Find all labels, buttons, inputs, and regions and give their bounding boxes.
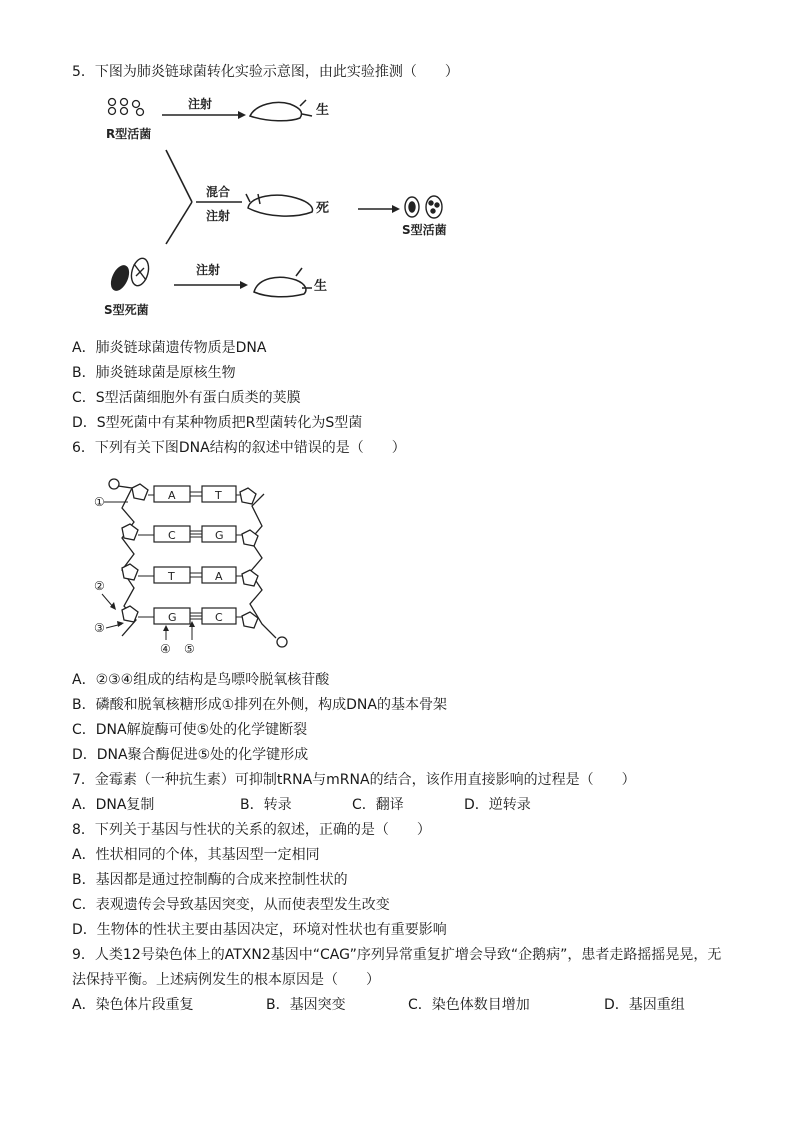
q7-option-c: C．翻译 [352,797,404,813]
q6-option-a: A．②③④组成的结构是鸟嘌呤脱氧核苷酸 [72,672,330,688]
q8-option-a: A．性状相同的个体，其基因型一定相同 [72,847,320,863]
base-label: C [215,611,223,624]
q5-option-c: C．S型活菌细胞外有蛋白质类的荚膜 [72,390,301,406]
s-dead-bacteria-icon [108,256,151,292]
q6-option-c: C．DNA解旋酶可使⑤处的化学键断裂 [72,722,308,738]
marker-5: ⑤ [184,642,195,656]
q6-option-b: B．磷酸和脱氧核糖形成①排列在外侧，构成DNA的基本骨架 [72,697,447,713]
q8-option-b: B．基因都是通过控制酶的合成来控制性状的 [72,872,348,888]
base-label: G [215,529,224,542]
r-live-label: R型活菌 [106,127,152,141]
q8-option-d: D．生物体的性状主要由基因决定，环境对性状也有重要影响 [72,922,447,938]
inject-label-top: 注射 [188,97,213,111]
q7-stem: 7．金霉素（一种抗生素）可抑制tRNA与mRNA的结合，该作用直接影响的过程是（ ） [72,772,636,788]
q9-option-c: C．染色体数目增加 [408,997,530,1013]
q5-option-d: D．S型死菌中有某种物质把R型菌转化为S型菌 [72,415,363,431]
mouse-icon-top [250,100,312,121]
r-bacteria-icon [109,99,144,116]
s-live-label: S型活菌 [402,223,447,237]
alive-label-top: 生 [316,103,330,118]
inject-label-bottom: 注射 [196,263,221,277]
s-live-bacteria-icon [405,196,442,218]
q5-option-a: A．肺炎链球菌遗传物质是DNA [72,340,267,356]
q8-stem: 8．下列关于基因与性状的关系的叙述，正确的是（ ） [72,822,431,838]
base-label: G [168,611,177,624]
dead-label: 死 [316,201,330,216]
q9-option-b: B．基因突变 [266,997,346,1013]
q5-option-b: B．肺炎链球菌是原核生物 [72,365,236,381]
q9-option-d: D．基因重组 [604,997,685,1013]
q9-stem-line-1: 9．人类12号染色体上的ATXN2基因中“CAG”序列异常重复扩增会导致“企鹅病”，患者走路摇摇晃晃，无 [72,947,722,963]
q7-option-b: B．转录 [240,797,292,813]
q6-stem: 6．下列有关下图DNA结构的叙述中错误的是（ ） [72,440,406,456]
q5-stem: 5．下图为肺炎链球菌转化实验示意图，由此实验推测（ ） [72,64,459,80]
base-label: T [215,489,222,502]
base-label: C [168,529,176,542]
q6-option-d: D．DNA聚合酶促进⑤处的化学键形成 [72,747,309,763]
q9-option-a: A．染色体片段重复 [72,997,194,1013]
mouse-icon-dead [246,194,312,216]
transformation-experiment-figure [100,92,470,324]
mouse-icon-bottom [254,268,312,297]
marker-3: ③ [94,621,105,635]
pentagons [122,484,258,628]
dna-structure-figure [92,470,302,660]
s-dead-label: S型死菌 [104,303,149,317]
inject-label-mid: 注射 [206,209,231,223]
base-label: T [168,570,175,583]
q8-option-c: C．表观遗传会导致基因突变，从而使表型发生改变 [72,897,390,913]
base-pair-row-2 [138,526,242,542]
base-pair-row-4 [138,608,242,624]
base-pair-row-1 [148,486,240,502]
q7-option-d: D．逆转录 [464,797,531,813]
base-label: A [168,489,176,502]
q7-option-a: A．DNA复制 [72,797,155,813]
marker-4: ④ [160,642,171,656]
base-label: A [215,570,223,583]
marker-1: ① [94,495,105,509]
q9-stem-line-2: 法保持平衡。上述病例发生的根本原因是（ ） [72,972,380,988]
base-pair-row-3 [138,567,242,583]
mix-label: 混合 [206,185,231,199]
alive-label-bottom: 生 [314,279,328,294]
marker-2: ② [94,579,105,593]
